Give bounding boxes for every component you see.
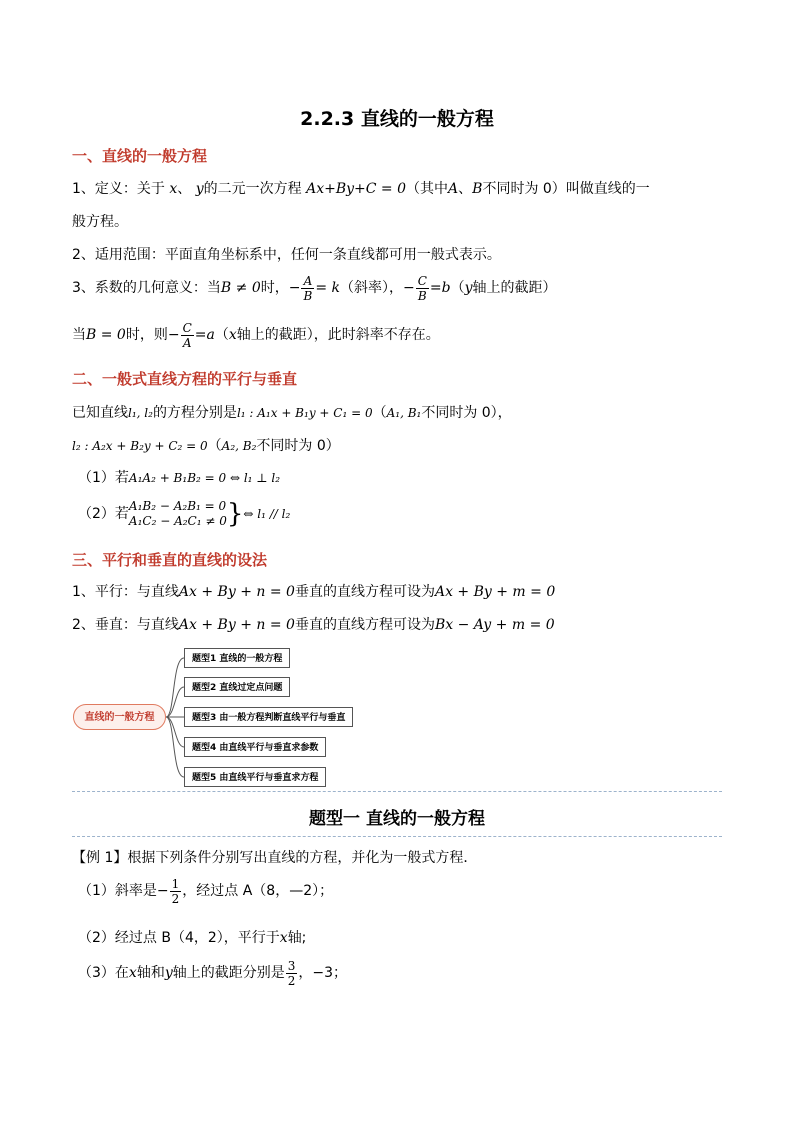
math-equation: Ax + By + m = 0 xyxy=(434,584,556,600)
denominator: 2 xyxy=(171,891,180,906)
text: 1、定义：关于 xyxy=(72,181,165,197)
math-x: x xyxy=(169,181,178,197)
mindmap-node-4: 题型4 由直线平行与垂直求参数 xyxy=(184,737,326,757)
text: 的方程分别是 xyxy=(152,405,237,421)
text: ，经过点 A（8，—2）； xyxy=(182,883,334,899)
type1-heading: 题型一 直线的一般方程 xyxy=(309,809,485,829)
divider-top xyxy=(72,791,722,792)
text: 时，− xyxy=(260,280,301,296)
text: 垂直的直线方程可设为 xyxy=(294,584,435,600)
text: 已知直线 xyxy=(72,405,128,421)
math-a: =a xyxy=(194,327,215,343)
scope-line: 2、适用范围：平面直角坐标系中，任何一条直线都可用一般式表示。 xyxy=(72,247,501,263)
fraction-one-half xyxy=(170,877,182,906)
math-y: y xyxy=(464,280,473,296)
page-title: 2.2.3 直线的一般方程 xyxy=(300,108,494,130)
mindmap-center-node: 直线的一般方程 xyxy=(73,704,166,730)
text: 轴和 xyxy=(136,965,165,981)
section-heading-1: 一、直线的一般方程 xyxy=(72,147,208,165)
text: 时，则− xyxy=(125,327,180,343)
math-x: x xyxy=(279,930,288,946)
connector-4 xyxy=(166,717,184,747)
numerator: A xyxy=(301,274,314,289)
math-general-equation: Ax+By+C = 0 xyxy=(306,181,407,197)
text: （2）若 xyxy=(78,506,129,522)
denominator: 2 xyxy=(287,973,296,988)
math-equation: Bx − Ay + m = 0 xyxy=(434,617,555,633)
math-y: y xyxy=(164,965,173,981)
text: （2）经过点 B（4，2），平行于 xyxy=(78,930,280,946)
numerator: C xyxy=(417,273,427,288)
math-y: y xyxy=(195,181,204,197)
text: 2、垂直：与直线 xyxy=(72,617,179,633)
mindmap-node-3: 题型3 由一般方程判断直线平行与垂直 xyxy=(184,707,353,727)
text: ，−3； xyxy=(298,965,348,981)
text: 3、系数的几何意义：当 xyxy=(72,280,221,296)
text: （斜率），− xyxy=(339,280,415,296)
denominator: B xyxy=(417,288,427,303)
example-q3 xyxy=(78,955,347,991)
text: 轴; xyxy=(287,930,307,946)
text: 不同时为 0） xyxy=(256,438,340,454)
text: （ xyxy=(207,438,222,454)
text: 轴上的截距），此时斜率不存在。 xyxy=(236,327,440,343)
math-a2-b2: A₂, B₂ xyxy=(221,439,257,453)
math-l1-equation: l₁ : A₁x + B₁y + C₁ = 0 xyxy=(236,406,373,420)
denominator: A xyxy=(182,335,192,350)
text: 轴上的截距） xyxy=(472,280,557,296)
math-perpendicular: A₁A₂ + B₁B₂ = 0 ⇔ l₁ ⊥ l₂ xyxy=(128,471,281,485)
text: 当 xyxy=(72,327,86,343)
text: （3）在 xyxy=(78,965,129,981)
divider-bottom xyxy=(72,836,722,837)
math-condition: B ≠ 0 xyxy=(220,280,261,296)
example-intro: 【例 1】根据下列条件分别写出直线的方程，并化为一般式方程． xyxy=(72,850,478,866)
text: 不同时为 0）， xyxy=(421,405,512,421)
text: 的二元一次方程 xyxy=(203,181,302,197)
math-equation: Ax + By + n = 0 xyxy=(178,584,295,600)
text: （1）斜率是− xyxy=(78,883,169,899)
text: 轴上的截距分别是 xyxy=(172,965,285,981)
section-heading-2: 二、一般式直线方程的平行与垂直 xyxy=(72,370,298,388)
math-l1-l2: l₁, l₂ xyxy=(128,406,153,420)
math-equation: Ax + By + n = 0 xyxy=(178,617,295,633)
text: 1、平行：与直线 xyxy=(72,584,179,600)
text: 垂直的直线方程可设为 xyxy=(294,617,435,633)
math-b: =b xyxy=(429,280,451,296)
text: （其中 xyxy=(406,181,449,197)
math-k: = k xyxy=(315,280,340,296)
right-brace-icon: } xyxy=(226,499,244,529)
example-q1 xyxy=(78,873,333,909)
condition-row-2: A₁C₂ − A₂C₁ ≠ 0 xyxy=(128,514,227,528)
connector-2 xyxy=(166,687,184,717)
math-A: A xyxy=(448,181,459,197)
math-x: x xyxy=(128,965,137,981)
text: （1）若 xyxy=(78,470,129,486)
numerator: 3 xyxy=(287,958,296,973)
text: （ xyxy=(214,327,229,343)
text: （ xyxy=(450,280,465,296)
math-condition: B = 0 xyxy=(86,327,126,343)
math-a1-b1: A₁, B₁ xyxy=(386,406,422,420)
fraction-three-halves xyxy=(286,959,298,988)
condition-row-1: A₁B₂ − A₂B₁ = 0 xyxy=(128,499,227,513)
math-parallel: ⇔ l₁ // l₂ xyxy=(243,507,291,521)
text: 不同时为 0）叫做直线的一 xyxy=(482,181,650,197)
mindmap-node-1: 题型1 直线的一般方程 xyxy=(184,648,290,668)
text: 、 xyxy=(458,181,473,197)
mindmap-node-5: 题型5 由直线平行与垂直求方程 xyxy=(184,767,326,787)
section-heading-3: 三、平行和垂直的直线的设法 xyxy=(72,551,268,569)
numerator: C xyxy=(182,320,192,335)
numerator: 1 xyxy=(171,876,180,891)
definition-line-2: 般方程。 xyxy=(72,214,128,230)
example-q2 xyxy=(78,927,306,947)
math-x: x xyxy=(228,327,237,343)
denominator: B xyxy=(303,288,313,303)
text: 、 xyxy=(177,181,192,197)
connector-5 xyxy=(166,717,184,777)
math-l2-equation: l₂ : A₂x + B₂y + C₂ = 0 xyxy=(72,439,208,453)
text: （ xyxy=(372,405,387,421)
mindmap-node-2: 题型2 直线过定点问题 xyxy=(184,677,290,697)
math-B: B xyxy=(472,181,483,197)
